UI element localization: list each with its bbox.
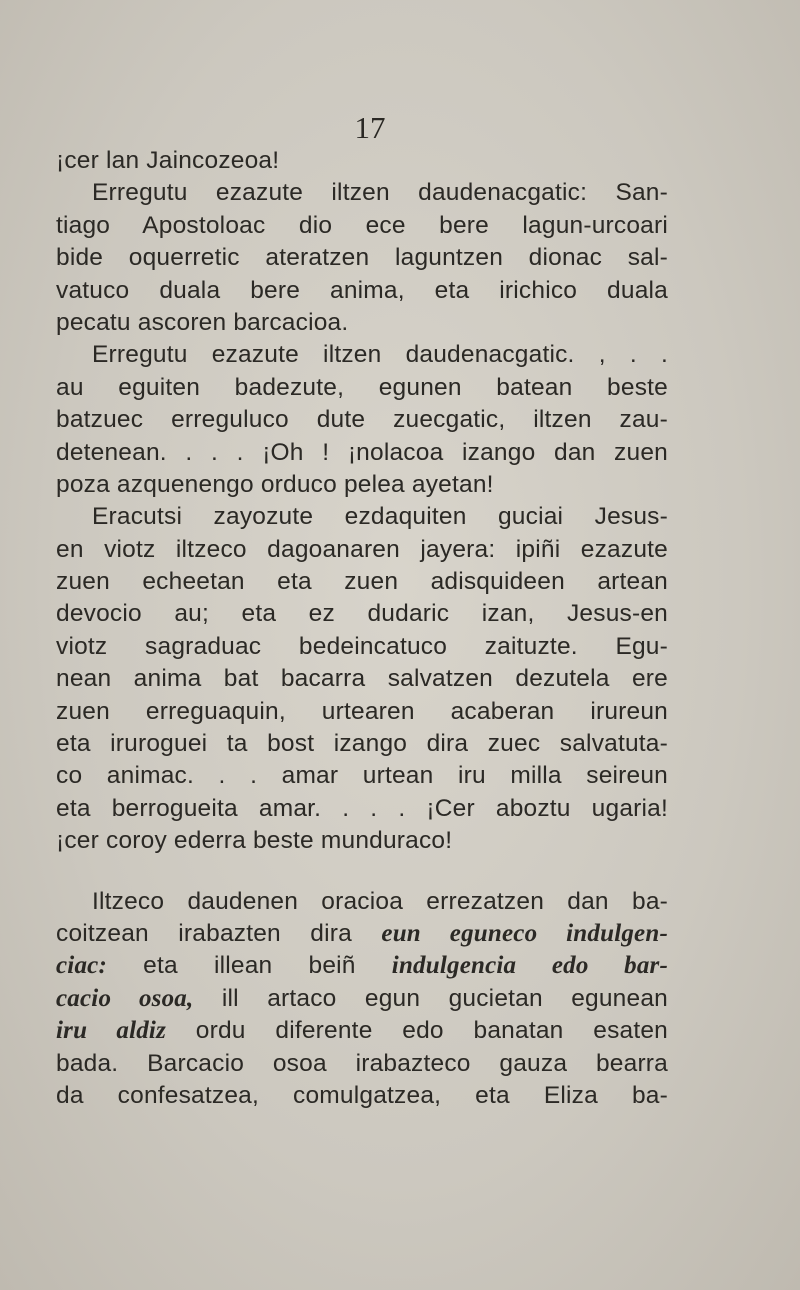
page-number: 17	[354, 110, 386, 145]
text-line: en viotz iltzeco dagoanaren jayera: ipiñi ezazute	[56, 535, 668, 563]
text-line: batzuec erreguluco dute zuecgatic, iltzen zau-	[56, 406, 668, 434]
text-line: pecatu ascoren barcacioa.	[56, 308, 349, 336]
italic-text-run: ciac:	[56, 952, 107, 980]
text-line: bide oquerretic ateratzen laguntzen dionac sal-	[56, 244, 668, 272]
italic-text-run: cacio osoa,	[56, 984, 194, 1012]
text-line	[56, 1015, 668, 1047]
text-line: detenean. . . . ¡Oh ! ¡nolacoa izango dan zuen	[56, 438, 668, 466]
text-line: ¡cer lan Jaincozeoa!	[56, 147, 280, 174]
text-run: eta illean beiñ	[106, 952, 392, 980]
italic-text-run: iru aldiz	[56, 1017, 167, 1045]
text-line: devocio au; eta ez dudaric izan, Jesus-en	[56, 600, 668, 628]
text-run: ordu diferente edo banatan esaten	[166, 1017, 669, 1045]
text-line: nean anima bat bacarra salvatzen dezutela ere	[56, 665, 668, 693]
text-line: viotz sagraduac bedeincatuco zaituzte. Egu-	[56, 632, 668, 660]
text-line: zuen echeetan eta zuen adisquideen artean	[56, 568, 668, 596]
text-line	[56, 983, 668, 1015]
text-line: bada. Barcacio osoa irabazteco gauza bearra	[56, 1049, 668, 1077]
text-line: Erregutu ezazute iltzen daudenacgatic: San-	[92, 179, 668, 207]
italic-text-run: eun eguneco indulgen-	[381, 919, 668, 947]
text-line: tiago Apostoloac dio ece bere lagun-urcoari	[56, 211, 668, 239]
text-line: ¡cer coroy ederra beste munduraco!	[56, 827, 453, 855]
text-line: co animac. . . amar urtean iru milla seireun	[56, 762, 668, 790]
text-line: eta iruroguei ta bost izango dira zuec salvatuta-	[56, 730, 668, 758]
text-line: zuen erreguaquin, urtearen acaberan irureun	[56, 697, 668, 725]
text-line: Erregutu ezazute iltzen daudenacgatic. , . .	[92, 341, 668, 369]
text-line	[56, 918, 668, 950]
text-line: poza azquenengo orduco pelea ayetan!	[56, 470, 494, 498]
text-run: ill artaco egun gucietan egunean	[193, 984, 668, 1012]
body-text	[56, 145, 668, 1112]
text-line: vatuco duala bere anima, eta irichico duala	[56, 276, 668, 304]
paragraph-gap	[56, 858, 668, 886]
italic-text-run: indulgencia edo bar-	[391, 952, 668, 980]
text-line: Eracutsi zayozute ezdaquiten guciai Jesus-	[92, 503, 668, 531]
text-line: Iltzeco daudenen oracioa errezatzen dan ba-	[92, 887, 668, 915]
text-line	[56, 950, 668, 982]
text-line: eta berrogueita amar. . . . ¡Cer aboztu ugaria!	[56, 794, 668, 822]
text-line: da confesatzea, comulgatzea, eta Eliza ba-	[56, 1081, 668, 1109]
text-run: coitzean irabazten dira	[56, 919, 382, 947]
text-line: au eguiten badezute, egunen batean beste	[56, 373, 668, 401]
